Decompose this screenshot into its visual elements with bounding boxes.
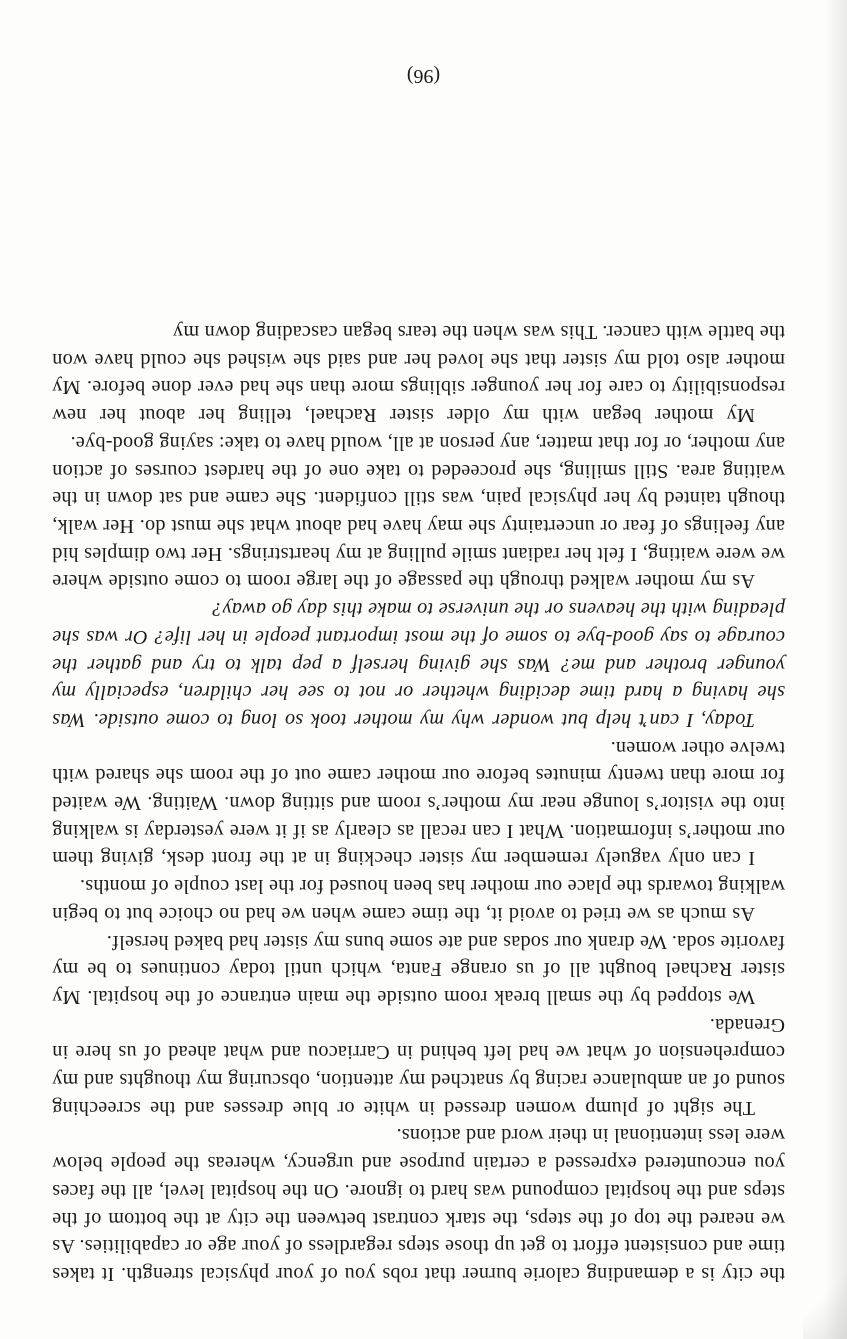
paragraph: We stopped by the small break room outside the main entrance of the hospital. My sister Rachael bought all of us orange Fanta, which until today continues to be my favorite soda. We drank our sodas and ate some buns my sister had baked herself. <box>52 930 785 1008</box>
page-edge-shadow <box>825 0 847 1339</box>
page-number: (96) <box>406 65 441 87</box>
paragraph: As my mother walked through the passage of the large room to come outside where we were waiting, I felt her radiant smile pulling at my heartstrings. Her two dimples hid any feelings of fear or uncertainty she may have had about what she must do. Her walk, though tainted by her physical pain, was still confident. She came and sat down in the waiting area. Still smiling, she proceeded to take one of the hardest courses of action any mother, or for that matter, any person at all, would have to take: saying good-bye. <box>52 431 785 593</box>
paragraph: As much as we tried to avoid it, the time came when we had no choice but to begin walking towards the place our mother has been housed for the last couple of months. <box>52 875 785 925</box>
paragraph: the city is a demanding calorie burner that robs you of your physical strength. It takes time and consistent effort to get up those steps regardless of your age or capabilities. As we neared the top of the steps, the stark contrast between the city at the bottom of the steps and the hospital compound was hard to ignore. On the hospital level, all the faces you encountered expressed a certain purpose and urgency, whereas the people below were less intentional in their word and actions. <box>52 1124 785 1285</box>
paragraph: The sight of plump women dressed in white or blue dresses and the screeching sound of an ambulance racing by snatched my attention, obscuring my thoughts and my comprehension of what we had left behind in Carriacou and what ahead of us here in Grenada. <box>52 1013 785 1119</box>
body-text <box>52 317 785 1287</box>
scan-corner-shadow <box>803 1269 847 1339</box>
italic-paragraph: Today, I can’t help but wonder why my mother took so long to come outside. Was she having a hard time deciding whether or not to see her children, especially my younger brother and me? Was she giving herself a pep talk to try and gather the courage to say good-bye to some of the most important people in her life? Or was she pleading with the heavens or the universe to make this day go away? <box>52 598 785 731</box>
paragraph: I can only vaguely remember my sister checking in at the front desk, giving them our mother’s information. What I can recall as clearly as if it were yesterday is walking into the visitor’s lounge near my mother’s room and sitting down. Waiting. We waited for more than twenty minutes before our mother came out of the room she shared with twelve other women. <box>52 736 785 870</box>
paragraph: My mother began with my older sister Rachael, telling her about her new responsibility to care for her younger siblings more than she had ever done before. My mother also told my sister that she loved her and said she wished she could have won the battle with cancer. This was when the tears began cascading down my <box>52 321 785 427</box>
